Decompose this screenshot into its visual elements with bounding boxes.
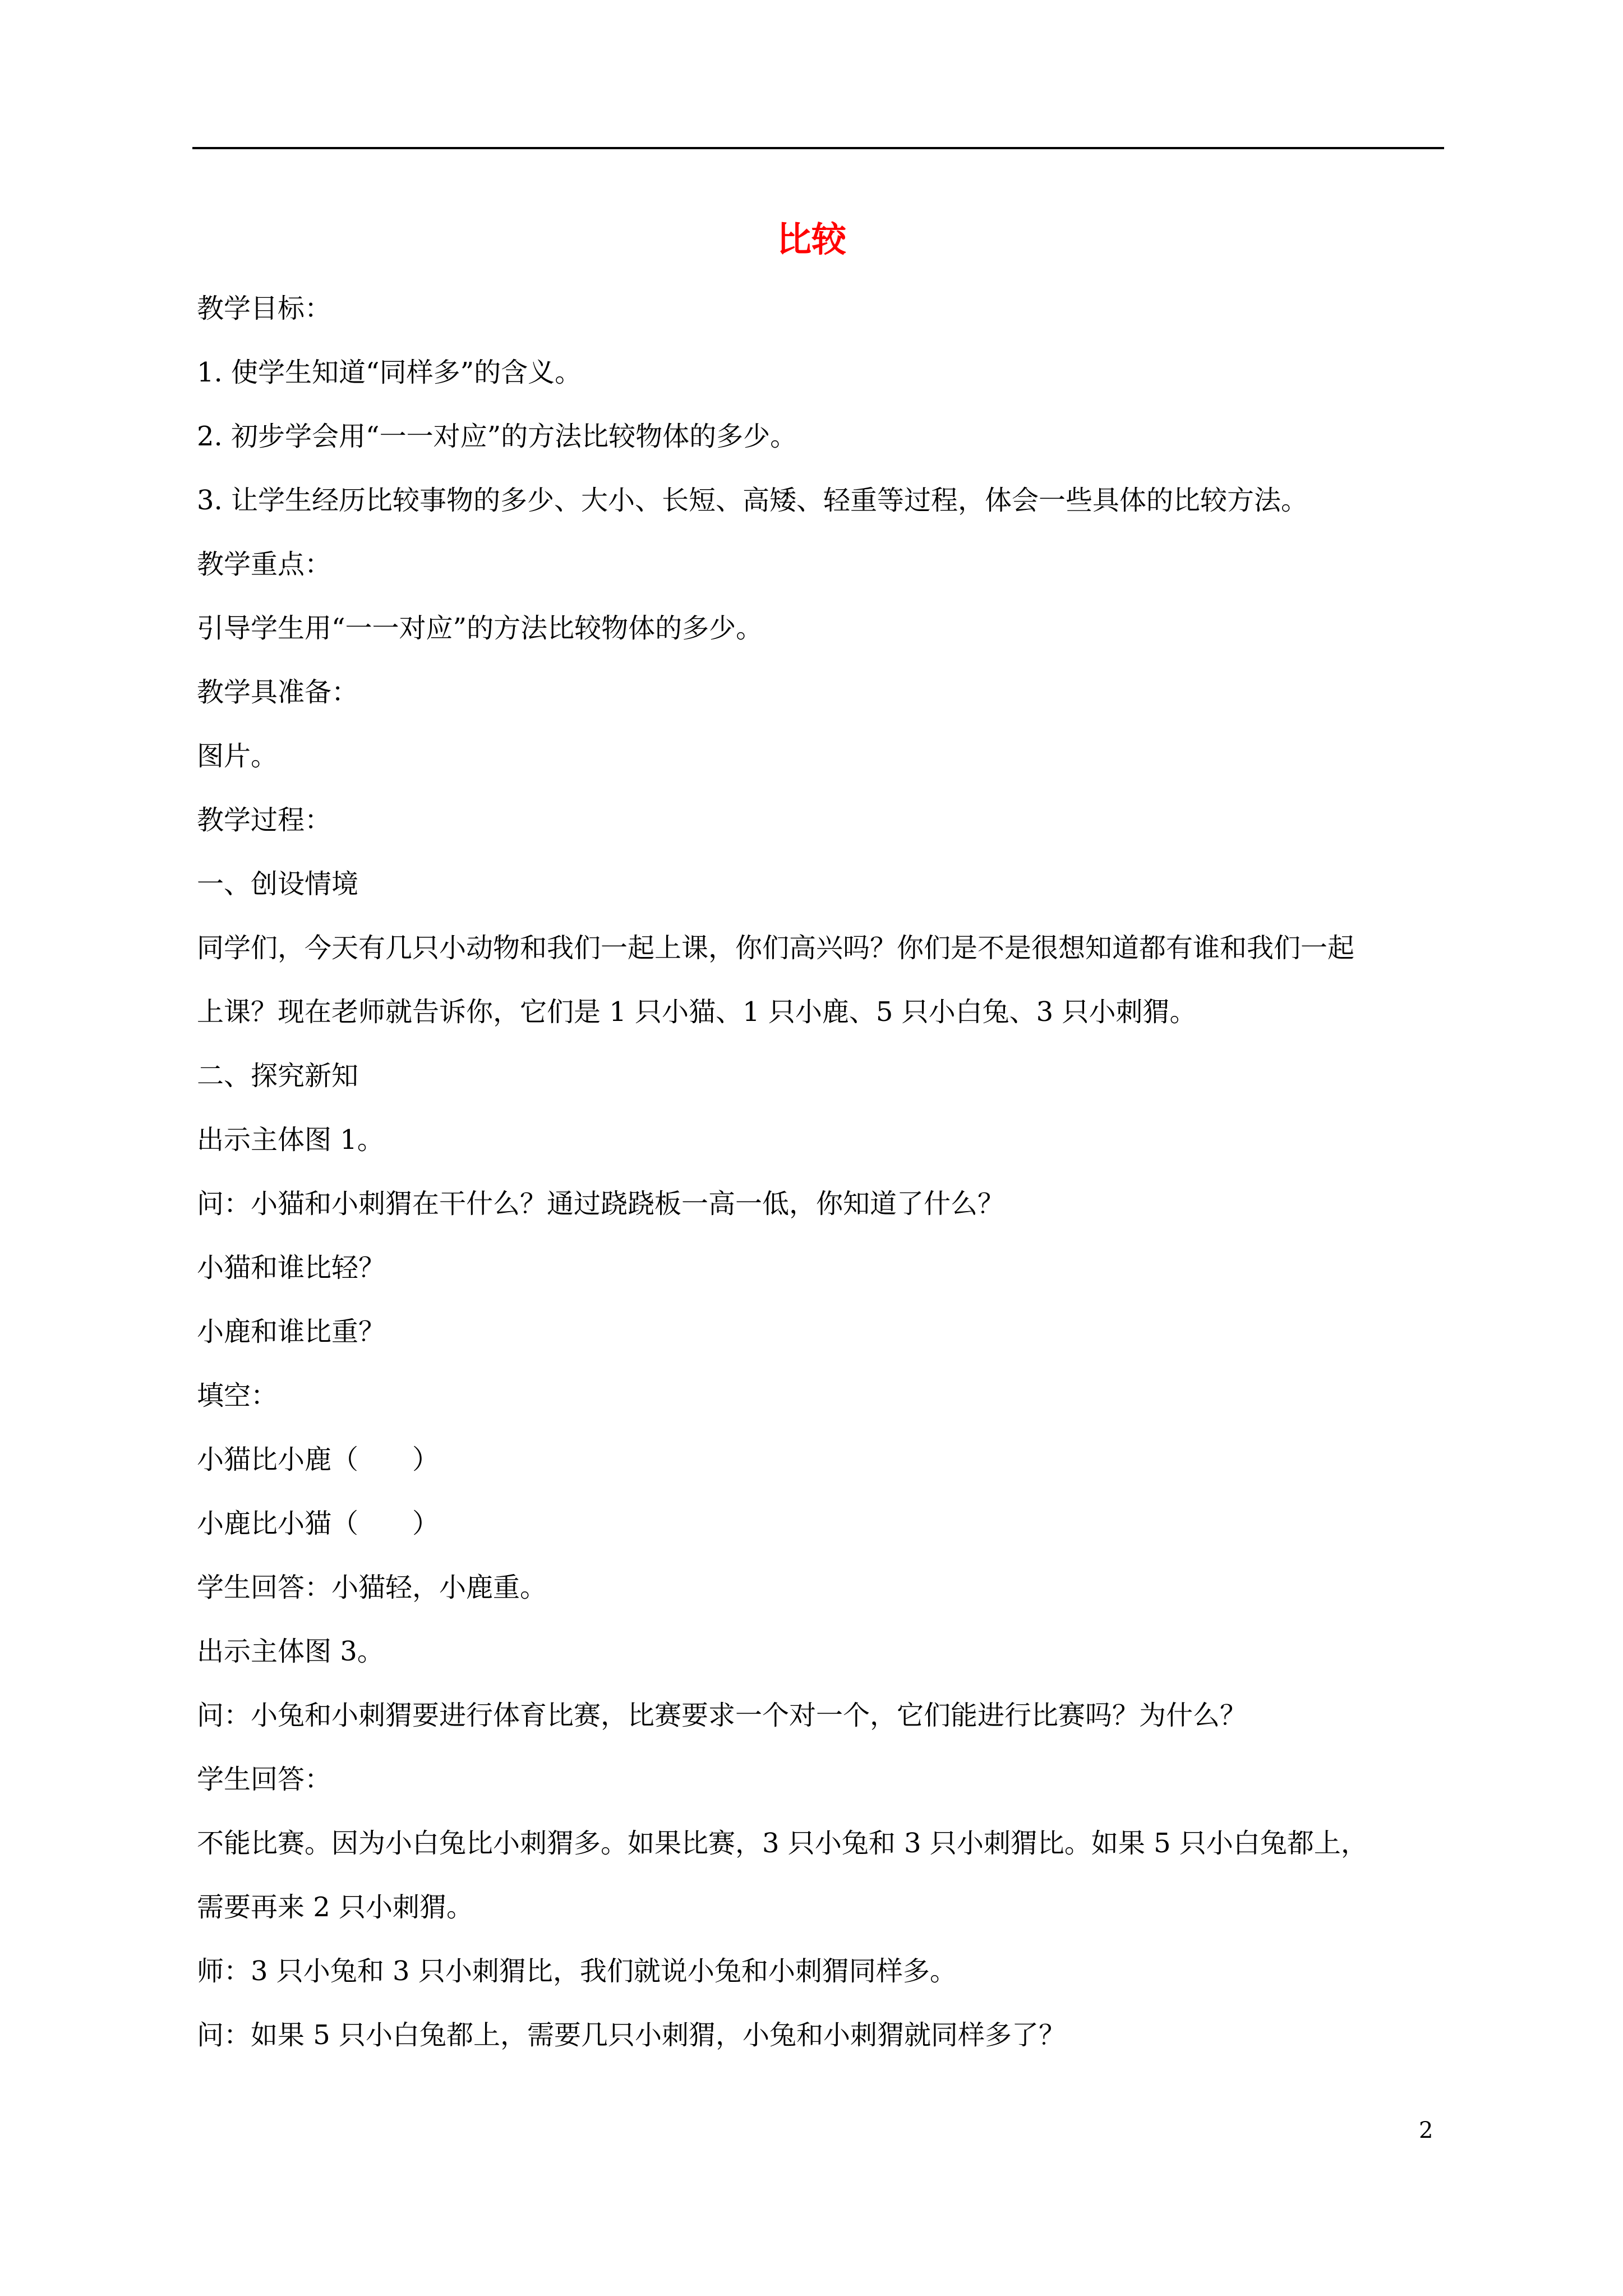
paragraph: 上课？现在老师就告诉你，它们是 1 只小猫、1 只小鹿、5 只小白兔、3 只小刺猬。	[197, 996, 1197, 1028]
paragraph: 问：如果 5 只小白兔都上，需要几只小刺猬，小兔和小刺猬就同样多了？	[197, 2019, 1066, 2051]
paragraph: 学生回答：	[197, 1764, 332, 1795]
paragraph: 问：小兔和小刺猬要进行体育比赛，比赛要求一个对一个，它们能进行比赛吗？为什么？	[197, 1700, 1247, 1731]
paragraph: 不能比赛。因为小白兔比小刺猬多。如果比赛，3 只小兔和 3 只小刺猬比。如果 5 只小白兔都上，	[197, 1828, 1368, 1859]
paragraph: 小猫比小鹿（ ）	[197, 1444, 440, 1475]
paragraph: 图片。	[197, 740, 278, 772]
header-rule	[192, 147, 1444, 149]
paragraph: 填空：	[197, 1380, 278, 1411]
document-title: 比较	[776, 219, 846, 260]
paragraph: 问：小猫和小刺猬在干什么？通过跷跷板一高一低，你知道了什么？	[197, 1188, 1005, 1220]
paragraph: 学生回答：小猫轻，小鹿重。	[197, 1572, 547, 1603]
document-body	[197, 292, 1444, 2082]
paragraph: 2. 初步学会用“一一对应”的方法比较物体的多少。	[197, 421, 797, 452]
paragraph: 引导学生用“一一对应”的方法比较物体的多少。	[197, 613, 763, 644]
paragraph: 小鹿比小猫（ ）	[197, 1508, 440, 1539]
paragraph: 3. 让学生经历比较事物的多少、大小、长短、高矮、轻重等过程，体会一些具体的比较方法。	[197, 485, 1308, 516]
paragraph: 一、创设情境	[197, 868, 359, 900]
paragraph: 二、探究新知	[197, 1060, 359, 1092]
paragraph: 师：3 只小兔和 3 只小刺猬比，我们就说小兔和小刺猬同样多。	[197, 1955, 957, 1987]
paragraph: 小鹿和谁比重？	[197, 1316, 386, 1347]
paragraph: 小猫和谁比轻？	[197, 1252, 386, 1283]
paragraph: 1. 使学生知道“同样多”的含义。	[197, 357, 582, 388]
paragraph: 教学具准备：	[197, 677, 359, 708]
paragraph: 出示主体图 1。	[197, 1124, 384, 1156]
paragraph: 出示主体图 3。	[197, 1636, 384, 1667]
page-number: 2	[1419, 2118, 1433, 2143]
paragraph: 教学重点：	[197, 549, 332, 580]
paragraph: 教学过程：	[197, 804, 332, 836]
paragraph: 需要再来 2 只小刺猬。	[197, 1892, 474, 1923]
paragraph: 教学目标：	[197, 293, 332, 324]
paragraph: 同学们，今天有几只小动物和我们一起上课，你们高兴吗？你们是不是很想知道都有谁和我们一起	[197, 932, 1355, 964]
